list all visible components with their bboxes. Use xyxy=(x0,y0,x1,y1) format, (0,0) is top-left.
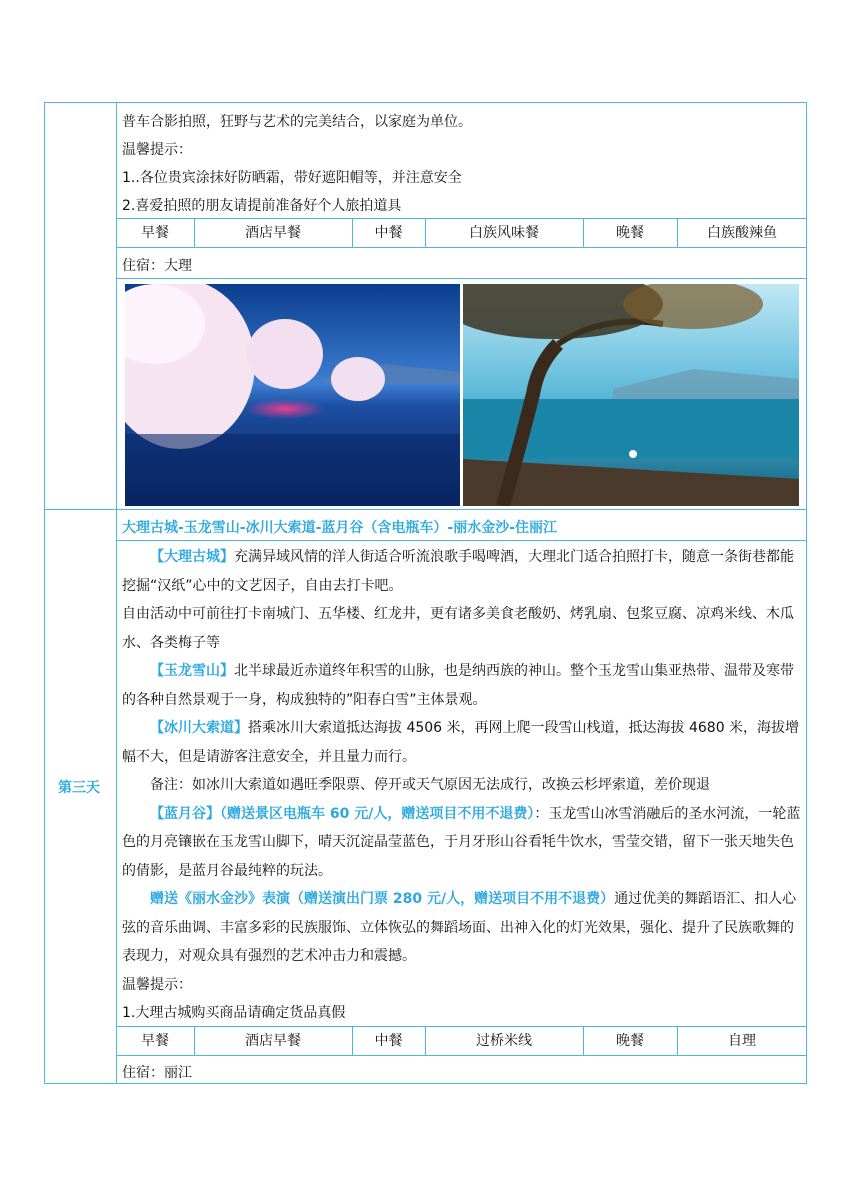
lunch-value: 白族风味餐 xyxy=(469,225,539,241)
glacier-text: 搭乘冰川大索道抵达海拔 4506 米，再网上爬一段雪山栈道，抵达海拔 4680 米，海拔增幅不大，但是请游客注意安全，并且量力而行。 xyxy=(122,720,800,765)
day2-tip-2: 2.喜爱拍照的朋友请提前准备好个人旅拍道具 xyxy=(122,198,402,214)
day2-lodging: 住宿：大理 xyxy=(122,258,192,274)
show-paragraph xyxy=(122,885,802,971)
dali-tag: 【大理古城】 xyxy=(150,549,234,565)
dali-paragraph xyxy=(122,543,802,600)
row-line xyxy=(116,1055,807,1056)
breakfast-value: 酒店早餐 xyxy=(245,225,301,241)
breakfast-label: 早餐 xyxy=(141,225,169,241)
day-divider xyxy=(44,509,807,510)
row-line xyxy=(116,247,807,248)
bluemoon-tag: 【蓝月谷】（赠送景区电瓶车 60 元/人，赠送项目不用不退费） xyxy=(150,805,535,822)
glacier-paragraph xyxy=(122,714,802,771)
show-tag: 赠送《丽水金沙》表演（赠送演出门票 280 元/人，赠送项目不用不退费） xyxy=(150,891,615,907)
lunch-label: 中餐 xyxy=(374,225,403,241)
dali-text: 充满异域风情的洋人街适合听流浪歌手喝啤酒，大理北门适合拍照打卡，随意一条街巷都能挖掘“汉纸”心中的文艺因子，自由去打卡吧。 xyxy=(122,549,794,594)
note-text: 备注：如冰川大索道如遇旺季限票、停开或天气原因无法成行，改换云杉坪索道，差价现退 xyxy=(150,777,710,793)
day2-tips-title: 温馨提示： xyxy=(122,142,192,158)
photo-lakeside-tree xyxy=(463,284,799,506)
day-column-divider xyxy=(116,102,117,1084)
dinner-label: 晚餐 xyxy=(616,1033,644,1049)
lunch-value: 过桥米线 xyxy=(476,1033,532,1049)
bluemoon-paragraph xyxy=(122,800,802,886)
day2-line-1: 普车合影拍照，狂野与艺术的完美结合，以家庭为单位。 xyxy=(122,114,472,130)
day3-tips-title: 温馨提示： xyxy=(122,976,192,993)
show-text: 通过优美的舞蹈语汇、扣人心弦的音乐曲调、丰富多彩的民族服饰、立体恢弘的舞蹈场面、出神入化的灯光效果，强化、提升了民族歌舞的表现力，对观众具有强烈的艺术冲击力和震撼。 xyxy=(122,891,797,964)
dinner-value: 白族酸辣鱼 xyxy=(707,225,777,241)
glacier-tag: 【冰川大索道】 xyxy=(150,720,248,736)
day3-label: 第三天 xyxy=(58,780,100,796)
dinner-value: 自理 xyxy=(728,1033,756,1049)
dinner-label: 晚餐 xyxy=(616,225,644,241)
breakfast-value: 酒店早餐 xyxy=(245,1033,301,1049)
photo-snow-trees xyxy=(125,284,460,506)
yulong-text: 北半球最近赤道终年积雪的山脉，也是纳西族的神山。整个玉龙雪山集亚热带、温带及寒带的各种自然景观于一身，构成独特的”阳春白雪”主体景观。 xyxy=(122,663,794,708)
bluemoon-text: ：玉龙雪山冰雪消融后的圣水河流，一轮蓝色的月亮镶嵌在玉龙雪山脚下，晴天沉淀晶莹蓝色，于月牙形山谷看牦牛饮水，雪莹交错，留下一张天地失色的倩影，是蓝月谷最纯粹的玩法。 xyxy=(122,805,801,879)
yulong-paragraph xyxy=(122,657,802,714)
day3-route-title: 大理古城-玉龙雪山-冰川大索道-蓝月谷（含电瓶车）-丽水金沙-住丽江 xyxy=(122,520,558,536)
row-line xyxy=(116,278,807,279)
free-activity-text: 自由活动中可前往打卡南城门、五华楼、红龙井，更有诸多美食老酸奶、烤乳扇、包浆豆腐、凉鸡米线、木瓜水、各类梅子等 xyxy=(122,606,794,651)
day3-tip-1: 1.大理古城购买商品请确定货品真假 xyxy=(122,1005,346,1021)
lunch-label: 中餐 xyxy=(374,1033,403,1049)
day2-tip-1: 1..各位贵宾涂抹好防晒霜，带好遮阳帽等，并注意安全 xyxy=(122,170,462,186)
day3-description xyxy=(122,543,802,1028)
day3-lodging: 住宿：丽江 xyxy=(122,1065,192,1081)
yulong-tag: 【玉龙雪山】 xyxy=(150,663,234,679)
row-line xyxy=(116,540,807,541)
breakfast-label: 早餐 xyxy=(141,1033,169,1049)
